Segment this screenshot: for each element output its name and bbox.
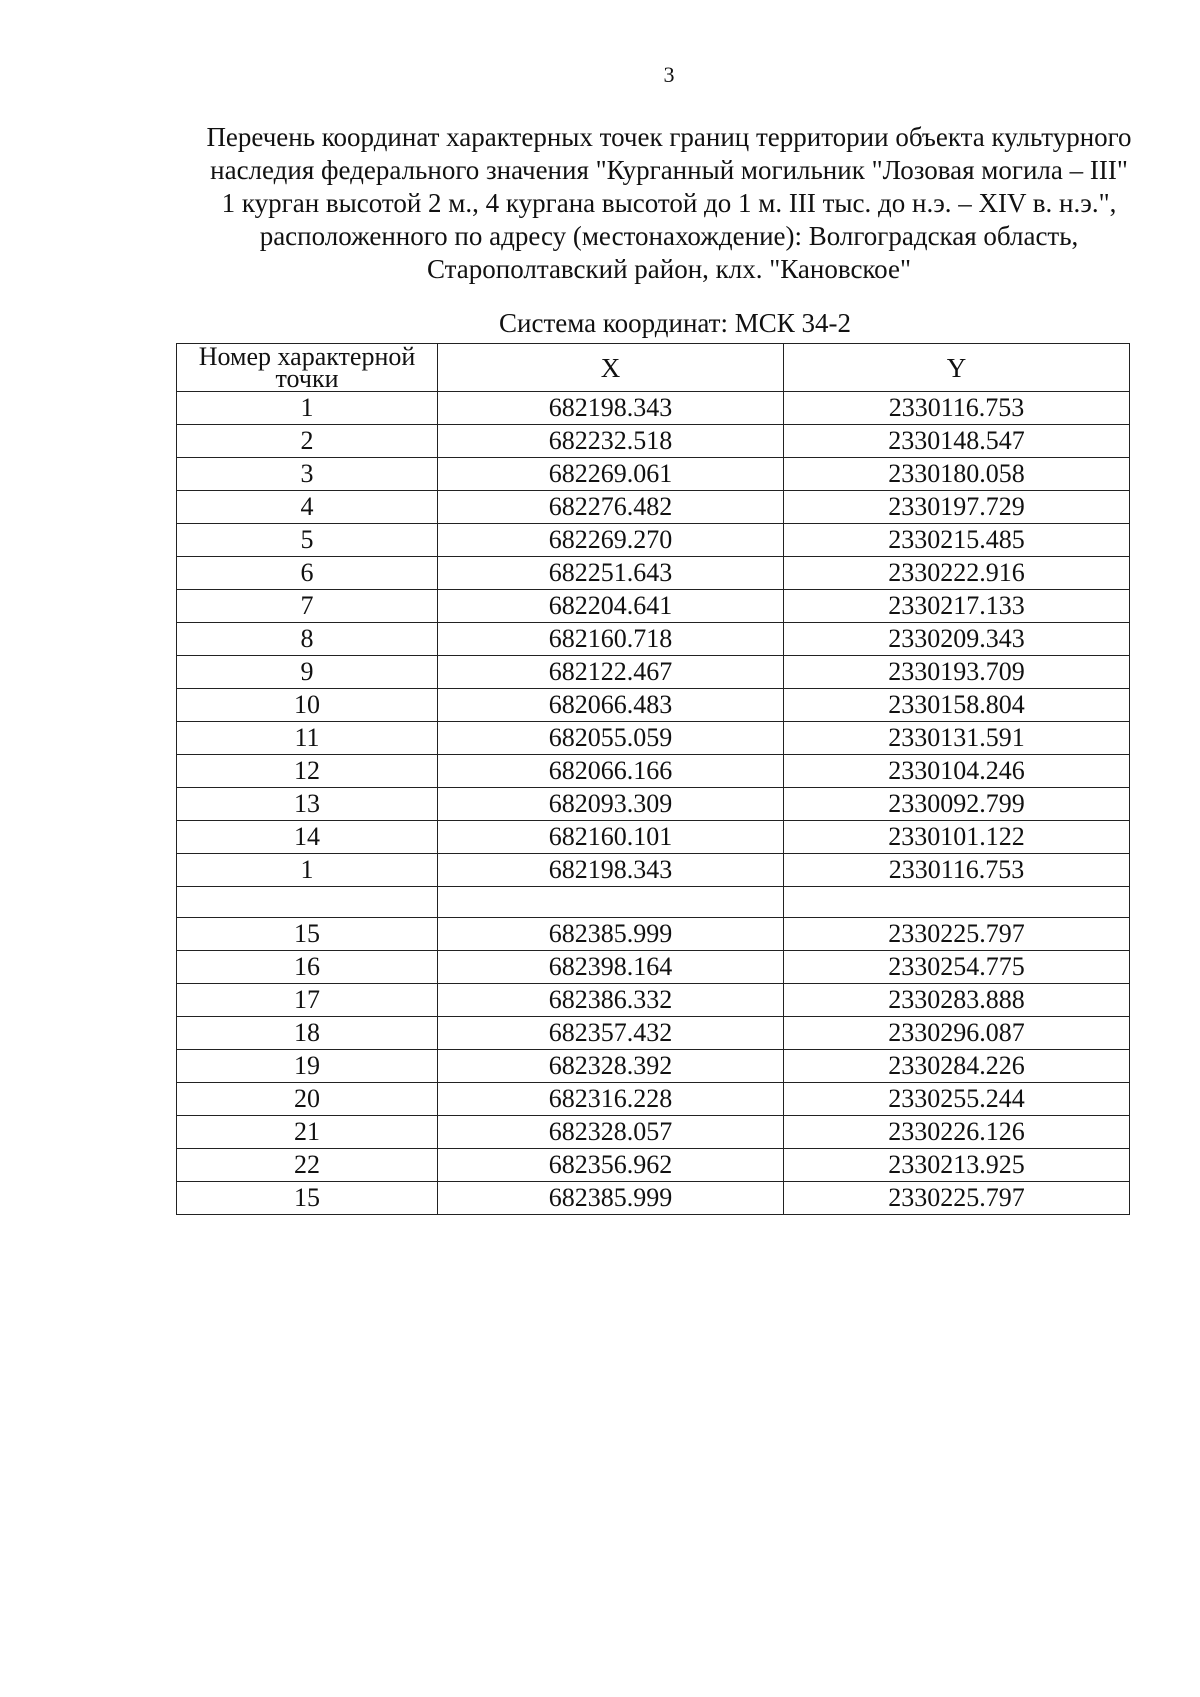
table-row xyxy=(177,755,1130,788)
cell-y: 2330215.485 xyxy=(784,524,1130,557)
cell-y: 2330254.775 xyxy=(784,951,1130,984)
cell-x: 682398.164 xyxy=(438,951,784,984)
cell-point-number: 17 xyxy=(177,984,438,1017)
cell-x: 682316.228 xyxy=(438,1083,784,1116)
cell-y: 2330104.246 xyxy=(784,755,1130,788)
cell-x: 682357.432 xyxy=(438,1017,784,1050)
cell-point-number: 20 xyxy=(177,1083,438,1116)
table-row xyxy=(177,1182,1130,1215)
cell-y: 2330255.244 xyxy=(784,1083,1130,1116)
table-row xyxy=(177,1116,1130,1149)
cell-y: 2330225.797 xyxy=(784,1182,1130,1215)
cell-y: 2330116.753 xyxy=(784,392,1130,425)
cell-x: 682269.061 xyxy=(438,458,784,491)
header-y: Y xyxy=(784,344,1130,392)
title-line: расположенного по адресу (местонахождение): Волгоградская область, xyxy=(259,221,1079,251)
cell-y xyxy=(784,887,1130,918)
cell-y: 2330180.058 xyxy=(784,458,1130,491)
header-point-number: Номер характерной точки xyxy=(177,344,438,392)
table-row xyxy=(177,689,1130,722)
table-row xyxy=(177,557,1130,590)
cell-x: 682204.641 xyxy=(438,590,784,623)
cell-point-number: 2 xyxy=(177,425,438,458)
cell-y: 2330296.087 xyxy=(784,1017,1130,1050)
table-row xyxy=(177,623,1130,656)
table-row xyxy=(177,590,1130,623)
cell-x: 682385.999 xyxy=(438,1182,784,1215)
table-row xyxy=(177,1083,1130,1116)
cell-point-number: 22 xyxy=(177,1149,438,1182)
cell-x: 682066.166 xyxy=(438,755,784,788)
cell-y: 2330225.797 xyxy=(784,918,1130,951)
table-row xyxy=(177,524,1130,557)
title-line: 1 курган высотой 2 м., 4 кургана высотой до 1 м. III тыс. до н.э. – XIV в. н.э.", xyxy=(221,188,1117,218)
table-row xyxy=(177,392,1130,425)
table-body xyxy=(177,392,1130,1215)
cell-x: 682328.392 xyxy=(438,1050,784,1083)
table-row xyxy=(177,491,1130,524)
page-number: 3 xyxy=(663,62,675,87)
cell-y: 2330092.799 xyxy=(784,788,1130,821)
title-line: Перечень координат характерных точек границ территории объекта культурного xyxy=(206,122,1132,152)
table-row xyxy=(177,1050,1130,1083)
cell-point-number: 19 xyxy=(177,1050,438,1083)
cell-point-number: 4 xyxy=(177,491,438,524)
table-row xyxy=(177,656,1130,689)
cell-point-number: 13 xyxy=(177,788,438,821)
cell-y: 2330217.133 xyxy=(784,590,1130,623)
cell-x: 682232.518 xyxy=(438,425,784,458)
cell-x: 682269.270 xyxy=(438,524,784,557)
cell-x: 682385.999 xyxy=(438,918,784,951)
table-row xyxy=(177,918,1130,951)
table-row xyxy=(177,821,1130,854)
cell-x: 682122.467 xyxy=(438,656,784,689)
cell-y: 2330101.122 xyxy=(784,821,1130,854)
cell-x: 682386.332 xyxy=(438,984,784,1017)
cell-x: 682198.343 xyxy=(438,392,784,425)
cell-x: 682093.309 xyxy=(438,788,784,821)
cell-x xyxy=(438,887,784,918)
document-title xyxy=(160,121,1178,286)
cell-y: 2330213.925 xyxy=(784,1149,1130,1182)
cell-x: 682198.343 xyxy=(438,854,784,887)
table-row xyxy=(177,425,1130,458)
table-header-row xyxy=(177,344,1130,392)
cell-x: 682251.643 xyxy=(438,557,784,590)
cell-point-number: 1 xyxy=(177,854,438,887)
cell-x: 682066.483 xyxy=(438,689,784,722)
cell-point-number: 7 xyxy=(177,590,438,623)
table-row xyxy=(177,1149,1130,1182)
cell-point-number: 1 xyxy=(177,392,438,425)
cell-point-number: 14 xyxy=(177,821,438,854)
title-line: Старополтавский район, клх. "Кановское" xyxy=(426,254,912,284)
cell-point-number: 15 xyxy=(177,1182,438,1215)
cell-point-number: 16 xyxy=(177,951,438,984)
table-row xyxy=(177,1017,1130,1050)
cell-x: 682328.057 xyxy=(438,1116,784,1149)
cell-y: 2330116.753 xyxy=(784,854,1130,887)
cell-point-number: 15 xyxy=(177,918,438,951)
coordinates-table xyxy=(176,343,1130,1215)
cell-y: 2330148.547 xyxy=(784,425,1130,458)
cell-x: 682356.962 xyxy=(438,1149,784,1182)
cell-y: 2330158.804 xyxy=(784,689,1130,722)
cell-point-number: 3 xyxy=(177,458,438,491)
cell-point-number: 5 xyxy=(177,524,438,557)
cell-point-number: 18 xyxy=(177,1017,438,1050)
cell-x: 682055.059 xyxy=(438,722,784,755)
cell-point-number xyxy=(177,887,438,918)
table-row xyxy=(177,951,1130,984)
cell-y: 2330283.888 xyxy=(784,984,1130,1017)
cell-y: 2330284.226 xyxy=(784,1050,1130,1083)
table-row xyxy=(177,854,1130,887)
cell-point-number: 11 xyxy=(177,722,438,755)
cell-point-number: 21 xyxy=(177,1116,438,1149)
cell-y: 2330131.591 xyxy=(784,722,1130,755)
title-line: наследия федерального значения "Курганный могильник "Лозовая могила – III" xyxy=(210,155,1128,185)
cell-y: 2330226.126 xyxy=(784,1116,1130,1149)
cell-y: 2330193.709 xyxy=(784,656,1130,689)
cell-x: 682276.482 xyxy=(438,491,784,524)
header-x: X xyxy=(438,344,784,392)
cell-y: 2330222.916 xyxy=(784,557,1130,590)
cell-x: 682160.101 xyxy=(438,821,784,854)
cell-x: 682160.718 xyxy=(438,623,784,656)
table-row xyxy=(177,887,1130,918)
table-row xyxy=(177,984,1130,1017)
cell-point-number: 10 xyxy=(177,689,438,722)
cell-point-number: 12 xyxy=(177,755,438,788)
cell-point-number: 9 xyxy=(177,656,438,689)
table-row xyxy=(177,458,1130,491)
cell-y: 2330209.343 xyxy=(784,623,1130,656)
cell-point-number: 8 xyxy=(177,623,438,656)
coordinate-system-caption: Система координат: МСК 34-2 xyxy=(499,308,851,338)
cell-point-number: 6 xyxy=(177,557,438,590)
table-row xyxy=(177,788,1130,821)
cell-y: 2330197.729 xyxy=(784,491,1130,524)
table-row xyxy=(177,722,1130,755)
